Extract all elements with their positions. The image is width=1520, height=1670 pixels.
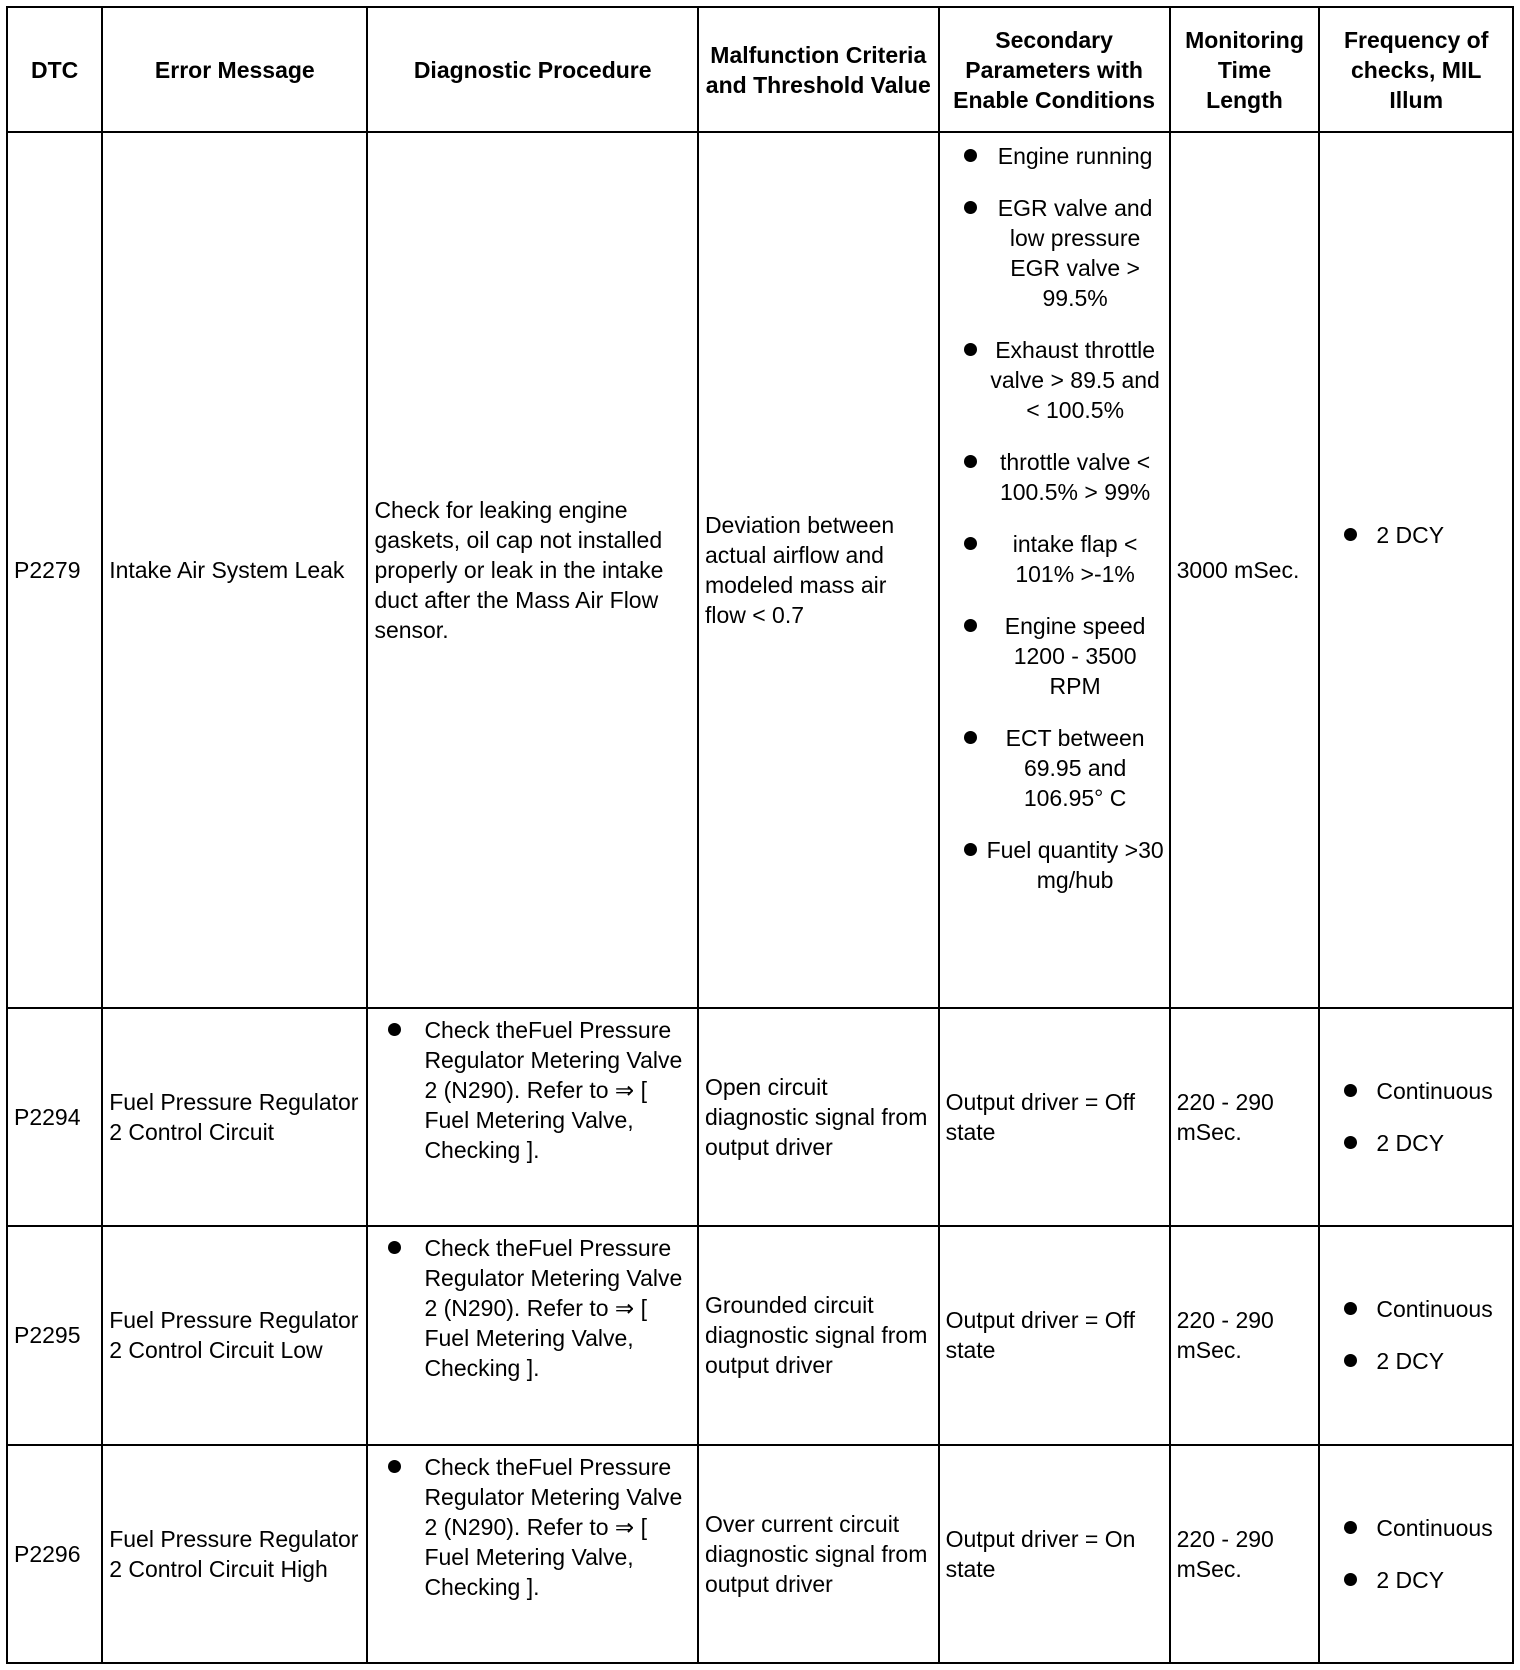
frequency-text: 2 DCY <box>1376 1348 1445 1375</box>
condition-text: Engine running <box>997 143 1153 169</box>
list-item <box>946 193 1165 313</box>
procedure-text: Check theFuel Pressure Regulator Metering Valve 2 (N290). Refer to ⇒ [ Fuel Metering Valve, Checking ]. <box>424 1453 683 1600</box>
dtc-code: P2294 <box>7 1008 102 1226</box>
bullet-icon <box>964 843 977 856</box>
bullet-icon <box>388 1460 401 1473</box>
list-item <box>1326 1128 1506 1158</box>
secondary-parameters: Output driver = On state <box>939 1445 1170 1663</box>
header-secondary-parameters: Secondary Parameters with Enable Conditions <box>939 7 1170 132</box>
bullet-icon <box>964 731 977 744</box>
bullet-icon <box>1344 1573 1357 1586</box>
list-item <box>946 611 1165 701</box>
bullet-icon <box>388 1023 401 1036</box>
frequency-list <box>1326 1513 1506 1595</box>
bullet-icon <box>388 1241 401 1254</box>
error-message: Intake Air System Leak <box>102 132 367 1008</box>
bullet-icon <box>964 343 977 356</box>
condition-text: intake flap < 101% >-1% <box>1012 531 1138 587</box>
header-dtc: DTC <box>7 7 102 132</box>
error-message: Fuel Pressure Regulator 2 Control Circuit <box>102 1008 367 1226</box>
error-message: Fuel Pressure Regulator 2 Control Circuit Low <box>102 1226 367 1444</box>
diagnostic-procedure <box>367 1445 698 1663</box>
list-item <box>1326 1294 1506 1324</box>
frequency-list <box>1326 1076 1506 1158</box>
dtc-code: P2295 <box>7 1226 102 1444</box>
conditions-list <box>946 141 1165 895</box>
bullet-icon <box>1344 1084 1357 1097</box>
procedure-list <box>374 1015 693 1165</box>
malfunction-criteria: Over current circuit diagnostic signal from output driver <box>698 1445 939 1663</box>
monitoring-time: 3000 mSec. <box>1170 132 1320 1008</box>
list-item <box>946 835 1165 895</box>
dtc-code: P2296 <box>7 1445 102 1663</box>
malfunction-criteria: Grounded circuit diagnostic signal from output driver <box>698 1226 939 1444</box>
procedure-list <box>374 1233 693 1383</box>
diagnostic-procedure <box>367 1226 698 1444</box>
condition-text: EGR valve and low pressure EGR valve > 99.5% <box>997 195 1153 311</box>
condition-text: Engine speed 1200 - 3500 RPM <box>1004 613 1146 699</box>
monitoring-time: 220 - 290 mSec. <box>1170 1445 1320 1663</box>
bullet-icon <box>964 537 977 550</box>
malfunction-criteria: Open circuit diagnostic signal from output driver <box>698 1008 939 1226</box>
error-message: Fuel Pressure Regulator 2 Control Circuit High <box>102 1445 367 1663</box>
frequency-cell <box>1319 1445 1513 1663</box>
header-error-message: Error Message <box>102 7 367 132</box>
malfunction-criteria: Deviation between actual airflow and modeled mass air flow < 0.7 <box>698 132 939 1008</box>
frequency-text: Continuous <box>1376 1296 1493 1323</box>
list-item <box>946 141 1165 171</box>
procedure-text: Check theFuel Pressure Regulator Metering Valve 2 (N290). Refer to ⇒ [ Fuel Metering Valve, Checking ]. <box>424 1016 683 1163</box>
bullet-icon <box>1344 1136 1357 1149</box>
frequency-text: Continuous <box>1376 1514 1493 1541</box>
condition-text: ECT between 69.95 and 106.95° C <box>1005 725 1145 811</box>
list-item <box>1326 1513 1506 1543</box>
table-row <box>7 1008 1513 1226</box>
list-item <box>374 1452 693 1602</box>
header-row <box>7 7 1513 132</box>
dtc-code: P2279 <box>7 132 102 1008</box>
secondary-conditions <box>939 132 1170 1008</box>
frequency-text: Continuous <box>1376 1077 1493 1104</box>
table-row <box>7 132 1513 1008</box>
table-row <box>7 1226 1513 1444</box>
header-malfunction-criteria: Malfunction Criteria and Threshold Value <box>698 7 939 132</box>
header-monitoring-time: Monitoring Time Length <box>1170 7 1320 132</box>
frequency-cell <box>1319 1226 1513 1444</box>
list-item <box>1326 520 1506 550</box>
header-frequency: Frequency of checks, MIL Illum <box>1319 7 1513 132</box>
bullet-icon <box>1344 1521 1357 1534</box>
frequency-text: 2 DCY <box>1376 521 1445 548</box>
list-item <box>1326 1346 1506 1376</box>
header-diagnostic-procedure: Diagnostic Procedure <box>367 7 698 132</box>
table-row <box>7 1445 1513 1663</box>
secondary-parameters: Output driver = Off state <box>939 1226 1170 1444</box>
bullet-icon <box>1344 528 1357 541</box>
procedure-text: Check theFuel Pressure Regulator Metering Valve 2 (N290). Refer to ⇒ [ Fuel Metering Valve, Checking ]. <box>424 1235 683 1382</box>
list-item <box>946 335 1165 425</box>
list-item <box>374 1015 693 1165</box>
list-item <box>1326 1565 1506 1595</box>
secondary-parameters: Output driver = Off state <box>939 1008 1170 1226</box>
frequency-text: 2 DCY <box>1376 1129 1445 1156</box>
procedure-list <box>374 1452 693 1602</box>
frequency-list <box>1326 1294 1506 1376</box>
list-item <box>374 1233 693 1383</box>
dtc-table <box>6 6 1514 1664</box>
bullet-icon <box>1344 1354 1357 1367</box>
frequency-text: 2 DCY <box>1376 1566 1445 1593</box>
list-item <box>946 723 1165 813</box>
diagnostic-procedure: Check for leaking engine gaskets, oil cap not installed properly or leak in the intake duct after the Mass Air Flow sensor. <box>367 132 698 1008</box>
monitoring-time: 220 - 290 mSec. <box>1170 1226 1320 1444</box>
list-item <box>946 447 1165 507</box>
monitoring-time: 220 - 290 mSec. <box>1170 1008 1320 1226</box>
condition-text: throttle valve < 100.5% > 99% <box>999 449 1151 505</box>
frequency-cell <box>1319 1008 1513 1226</box>
list-item <box>946 529 1165 589</box>
diagnostic-procedure <box>367 1008 698 1226</box>
bullet-icon <box>964 149 977 162</box>
frequency-cell <box>1319 132 1513 1008</box>
condition-text: Fuel quantity >30 mg/hub <box>986 837 1164 893</box>
bullet-icon <box>964 619 977 632</box>
bullet-icon <box>964 455 977 468</box>
bullet-icon <box>1344 1302 1357 1315</box>
bullet-icon <box>964 201 977 214</box>
list-item <box>1326 1076 1506 1106</box>
frequency-list <box>1326 520 1506 550</box>
condition-text: Exhaust throttle valve > 89.5 and < 100.5% <box>990 337 1160 423</box>
